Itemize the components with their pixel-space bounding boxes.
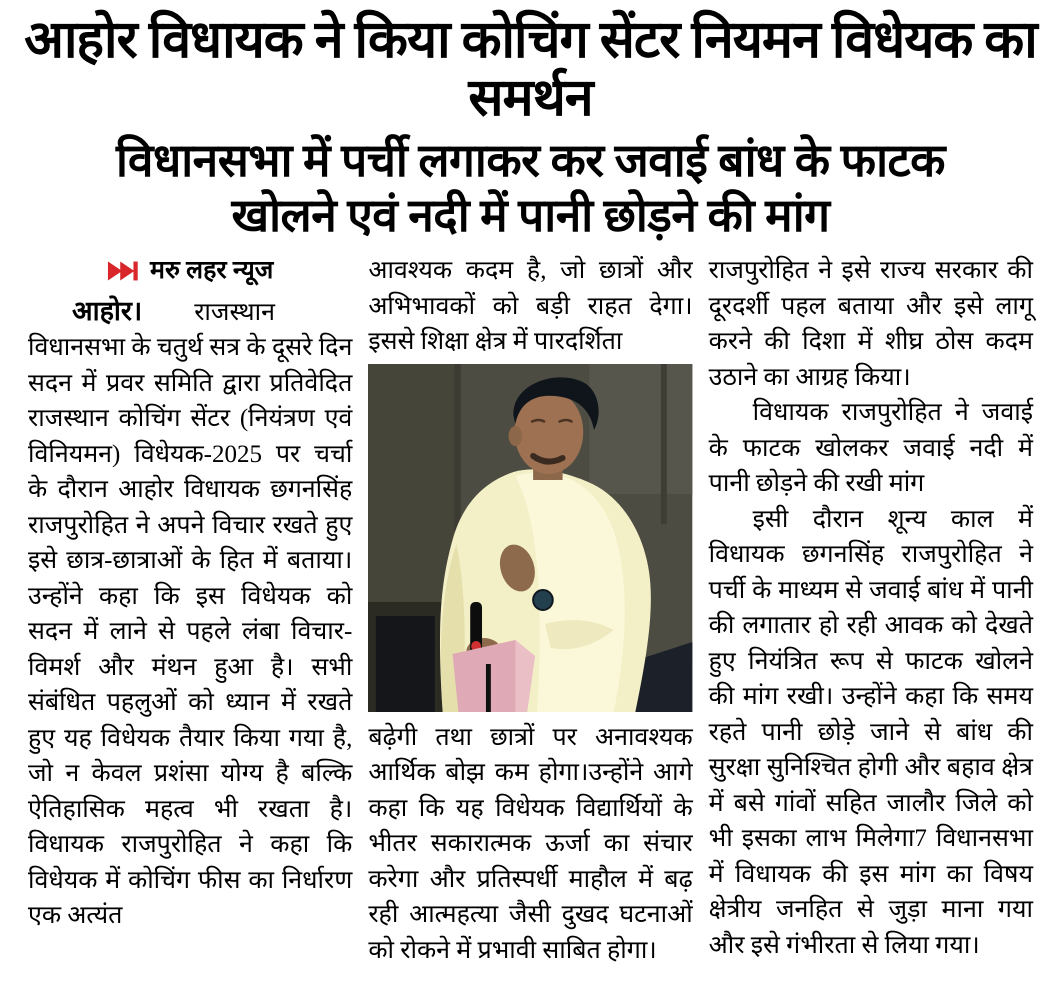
subheadline xyxy=(24,134,1037,243)
article-column-1 xyxy=(28,253,352,968)
article-column-3 xyxy=(709,253,1033,968)
column1-text: राजस्थान विधानसभा के चतुर्थ सत्र के दूसरे दिन सदन में प्रवर समिति द्वारा प्रतिवेदित राजस्थान कोचिंग सेंटर (नियंत्रण एवं विनियमन) विधेयक-2025 पर चर्चा के दौरान आहोर विधायक छगनसिंह राजपुरोहित ने अपने विचार रखते हुए इसे छात्र-छात्राओं के हित में बताया।उन्होंने कहा कि इस विधेयक को सदन में लाने से पहले लंबा विचार-विमर्श और मंथन हुआ है। सभी संबंधित पहलुओं को ध्यान में रखते हुए यह विधेयक तैयार किया गया है, जो न केवल प्रशंसा योग्य है बल्कि ऐतिहासिक महत्व भी रखता है। विधायक राजपुरोहित ने कहा कि विधेयक में कोचिंग फीस का निर्धारण एक अत्यंत xyxy=(28,298,353,929)
column2-top-text: आवश्यक कदम है, जो छात्रों और अभिभावकों को बड़ी राहत देगा। इससे शिक्षा क्षेत्र में पारदर्शिता xyxy=(368,257,693,355)
news-agency-name: मरु लहर न्यूज xyxy=(150,257,274,284)
fast-forward-icon xyxy=(107,259,141,283)
column1-paragraph xyxy=(28,292,352,934)
news-agency-byline xyxy=(28,253,352,289)
subheadline-line-1: विधानसभा में पर्ची लगाकर कर जवाई बांध के फाटक xyxy=(115,135,945,187)
subheadline-line-2: खोलने एवं नदी में पानी छोड़ने की मांग xyxy=(231,189,830,241)
article-column-2 xyxy=(368,253,692,968)
article-body xyxy=(0,243,1061,968)
dateline: आहोर। xyxy=(72,295,143,326)
column2-bottom-text: बढ़ेगी तथा छात्रों पर अनावश्यक आर्थिक बोझ कम होगा।उन्होंने आगे कहा कि यह विधेयक विद्यार्थियों के भीतर सकारात्मक ऊर्जा का संचार करेगा और प्रतिस्पर्धी माहौल में बढ़ रही आत्महत्या जैसी दुखद घटनाओं को रोकने में प्रभावी साबित होगा। xyxy=(368,723,693,964)
column3-paragraph-3: इसी दौरान शून्य काल में विधायक छगनसिंह राजपुरोहित ने पर्ची के माध्यम से जवाई बांध में पानी की लगातार हो रही आवक को देखते हुए नियंत्रित रूप से फाटक खोलने की मांग रखी। उन्होंने कहा कि समय रहते पानी छोड़े जाने से बांध की सुरक्षा सुनिश्चित होगी और बहाव क्षेत्र में बसे गांवों सहित जालौर जिले को भी इसका लाभ मिलेगा7 विधानसभा में विधायक की इस मांग का विषय क्षेत्रीय जनहित से जुड़ा माना गया और इसे गंभीरता से लिया गया। xyxy=(708,505,1033,959)
mla-photo xyxy=(368,364,692,712)
headline: आहोर विधायक ने किया कोचिंग सेंटर नियमन विधेयक का समर्थन xyxy=(24,12,1037,128)
column3-paragraph-2: विधायक राजपुरोहित ने जवाई के फाटक खोलकर जवाई नदी में पानी छोड़ने की रखी मांग xyxy=(708,399,1033,497)
column3-paragraph-1: राजपुरोहित ने इसे राज्य सरकार की दूरदर्शी पहल बताया और इसे लागू करने की दिशा में शीघ्र ठोस कदम उठाने का आग्रह किया। xyxy=(708,257,1033,391)
